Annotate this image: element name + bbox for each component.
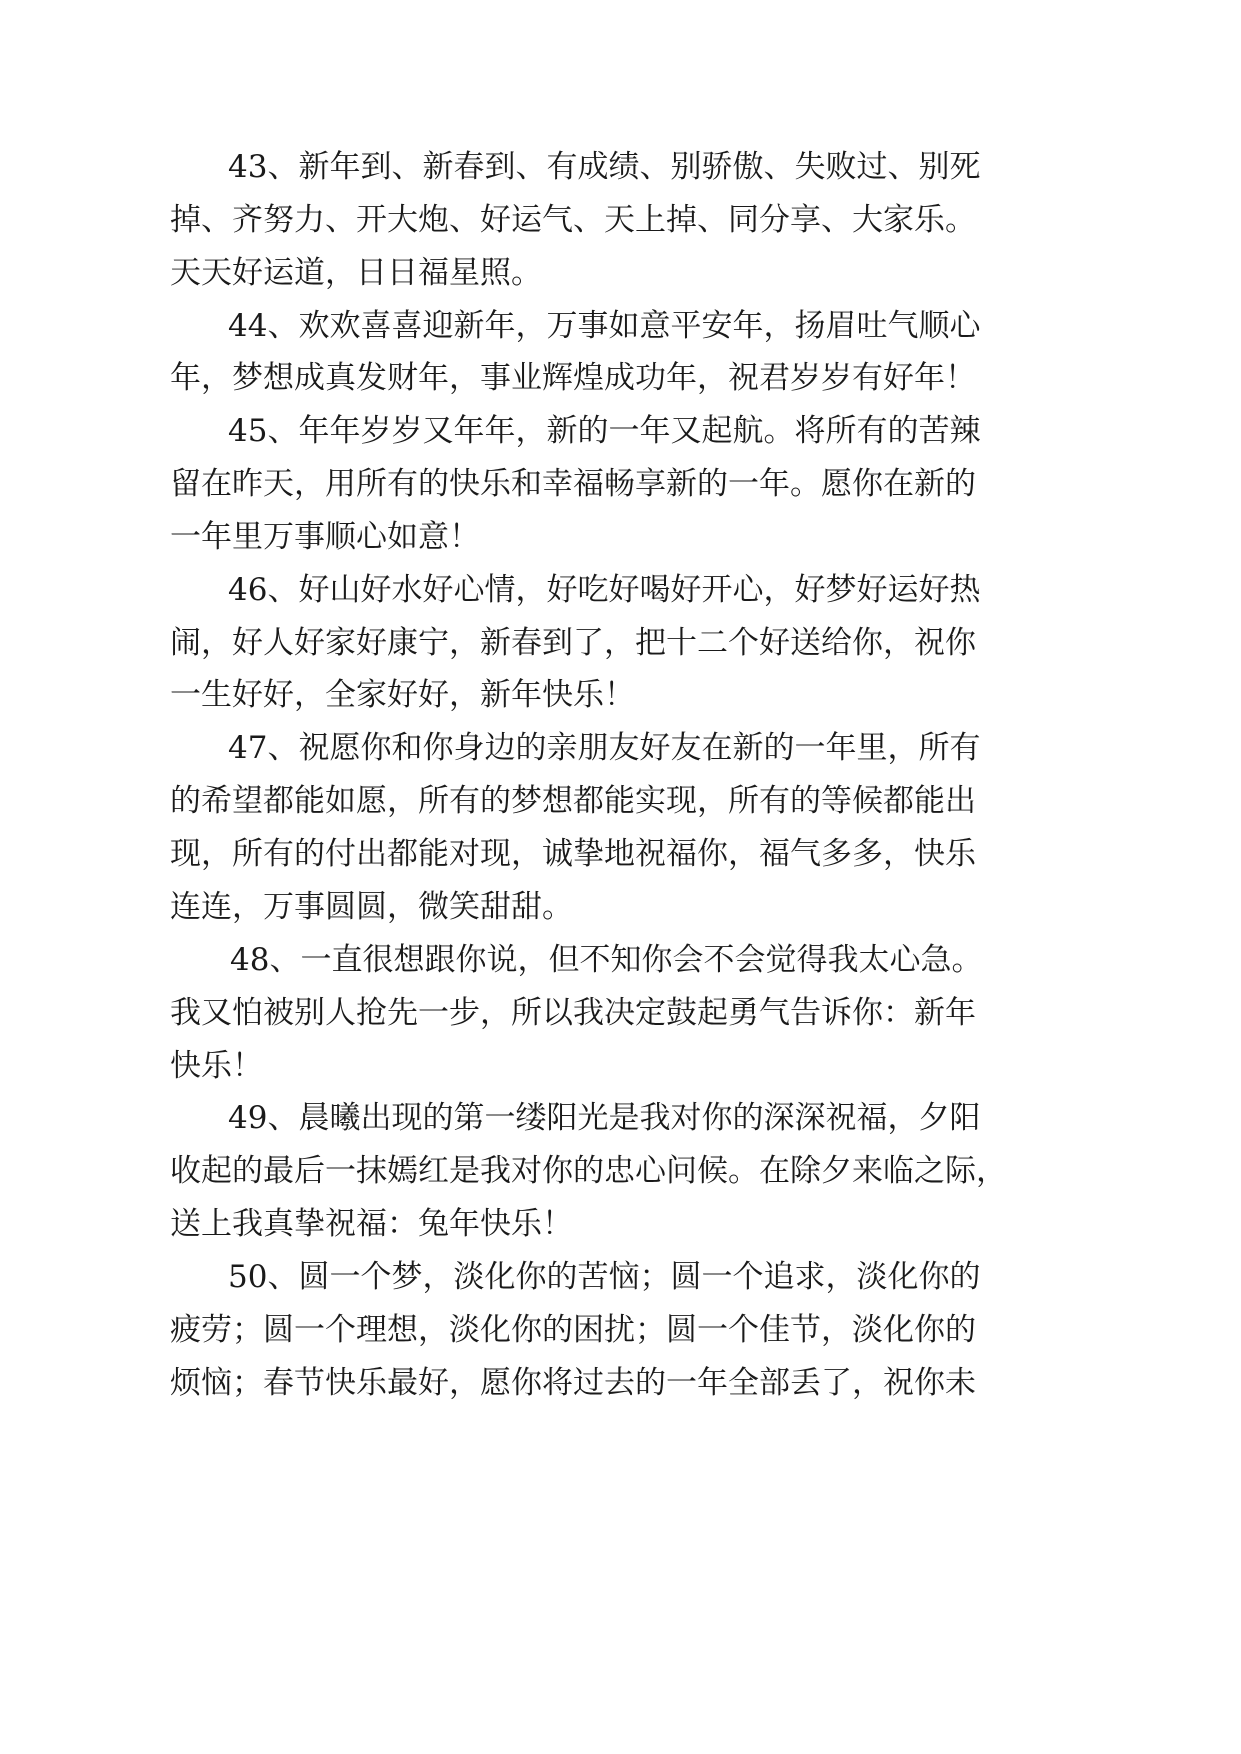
paragraph-48-line-3: 快乐！ <box>170 1048 263 1084</box>
paragraph-43-line-2: 掉、齐努力、开大炮、好运气、天上掉、同分享、大家乐。 <box>170 202 976 238</box>
paragraph-45-line-2: 留在昨天，用所有的快乐和幸福畅享新的一年。愿你在新的 <box>170 466 976 502</box>
paragraph-45-line-1: 45、年年岁岁又年年，新的一年又起航。将所有的苦辣 <box>228 413 981 449</box>
paragraph-47-line-4: 连连，万事圆圆，微笑甜甜。 <box>170 889 573 925</box>
paragraph-44-line-1: 44、欢欢喜喜迎新年，万事如意平安年，扬眉吐气顺心 <box>228 308 981 344</box>
paragraph-46-line-3: 一生好好，全家好好，新年快乐！ <box>170 677 635 713</box>
paragraph-44-line-2: 年，梦想成真发财年，事业辉煌成功年，祝君岁岁有好年！ <box>170 360 976 396</box>
paragraph-49-line-2: 收起的最后一抹嫣红是我对你的忠心问候。在除夕来临之际， <box>170 1153 1007 1189</box>
paragraph-50-line-1: 50、圆一个梦，淡化你的苦恼；圆一个追求，淡化你的 <box>228 1259 981 1295</box>
paragraph-47-line-3: 现，所有的付出都能对现，诚挚地祝福你，福气多多，快乐 <box>170 836 976 872</box>
paragraph-48-line-2: 我又怕被别人抢先一步，所以我决定鼓起勇气告诉你：新年 <box>170 995 976 1031</box>
paragraph-47-line-1: 47、祝愿你和你身边的亲朋友好友在新的一年里，所有 <box>228 730 981 766</box>
paragraph-46-line-2: 闹，好人好家好康宁，新春到了，把十二个好送给你，祝你 <box>170 625 976 661</box>
paragraph-49-line-1: 49、晨曦出现的第一缕阳光是我对你的深深祝福，夕阳 <box>228 1100 981 1136</box>
paragraph-43-line-1: 43、新年到、新春到、有成绩、别骄傲、失败过、别死 <box>228 149 981 185</box>
paragraph-48-line-1: 48、一直很想跟你说，但不知你会不会觉得我太心急。 <box>230 942 983 978</box>
paragraph-50-line-2: 疲劳；圆一个理想，淡化你的困扰；圆一个佳节，淡化你的 <box>170 1312 976 1348</box>
paragraph-47-line-2: 的希望都能如愿，所有的梦想都能实现，所有的等候都能出 <box>170 783 976 819</box>
paragraph-50-line-3: 烦恼；春节快乐最好，愿你将过去的一年全部丢了，祝你未 <box>170 1365 976 1401</box>
paragraph-46-line-1: 46、好山好水好心情，好吃好喝好开心，好梦好运好热 <box>228 572 981 608</box>
paragraph-45-line-3: 一年里万事顺心如意！ <box>170 519 480 555</box>
paragraph-49-line-3: 送上我真挚祝福：兔年快乐！ <box>170 1206 573 1242</box>
paragraph-43-line-3: 天天好运道，日日福星照。 <box>170 255 542 291</box>
